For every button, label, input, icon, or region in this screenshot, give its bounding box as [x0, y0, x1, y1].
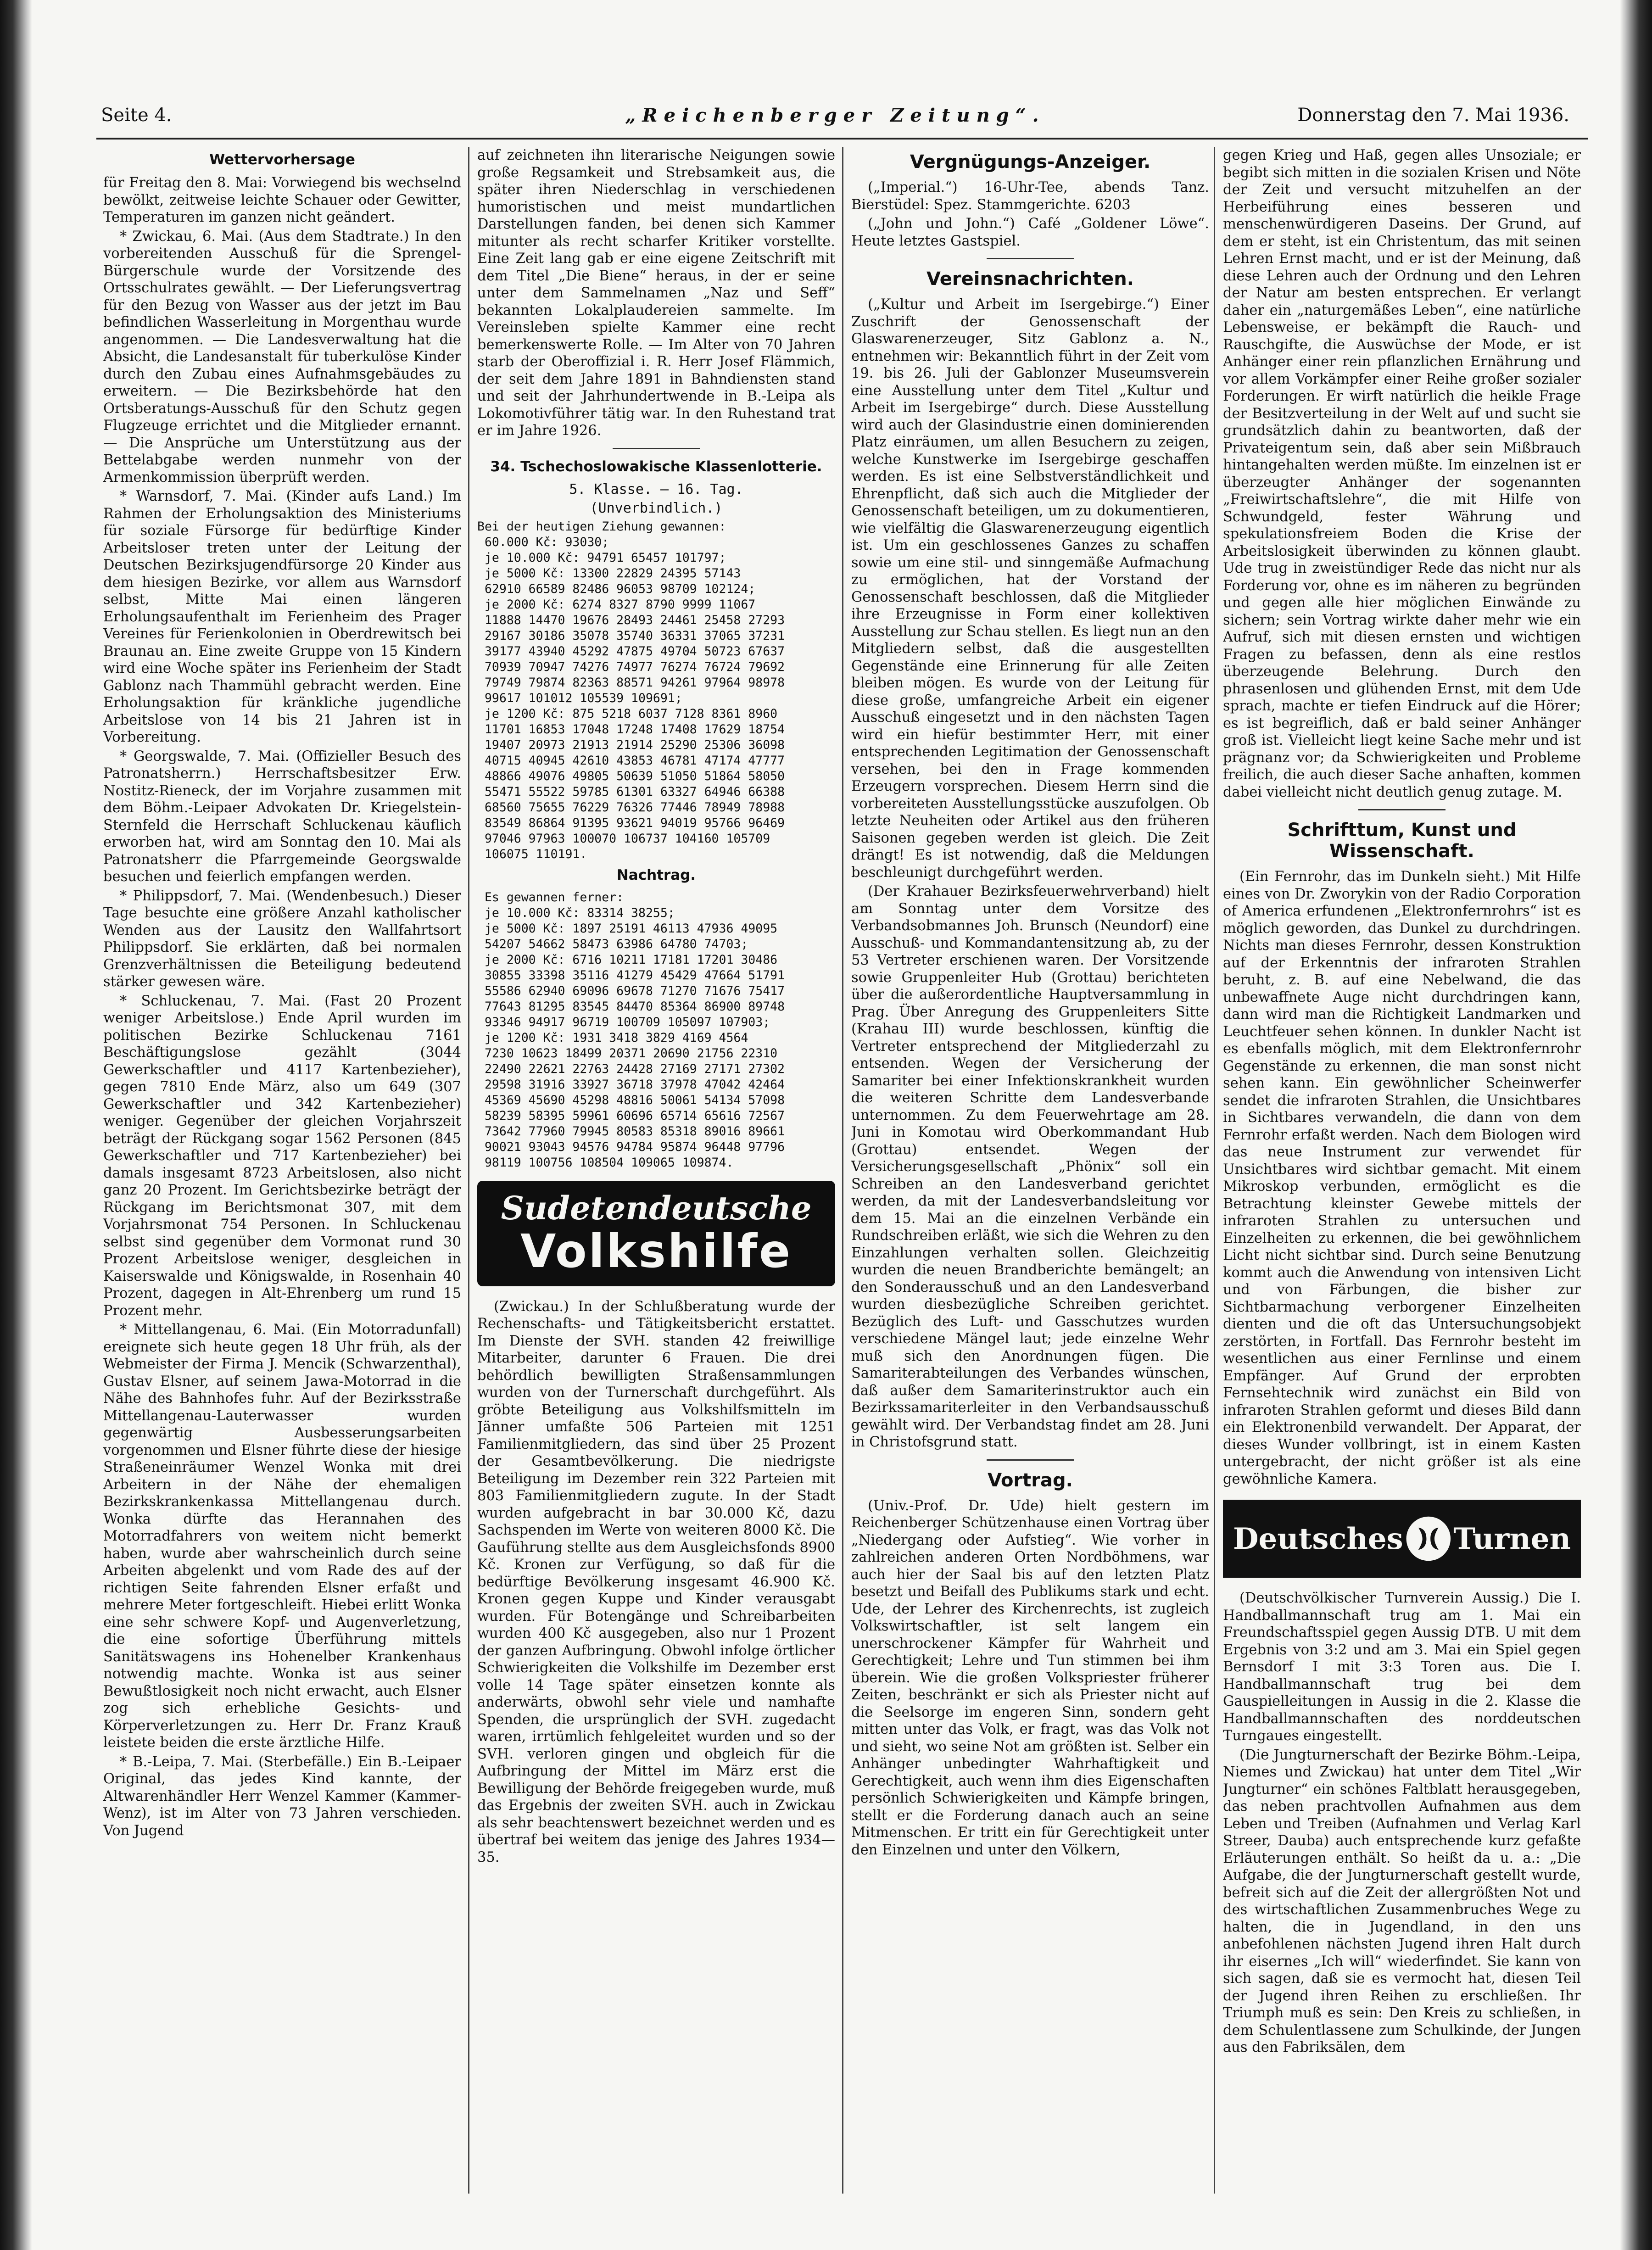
article-warnsdorf: * Warnsdorf, 7. Mai. (Kinder aufs Land.) Im Rahmen der Erholungsaktion des Ministeriums für soziale Fürsorge für bedürftige Kinder Arbeitsloser treten unter der Leitung der Deutschen Bezirksjugendfürsorge 20 Kinder aus dem hiesigen Bezirke, vor allem aus Warnsdorf selbst, Mitte Mai einen längeren Erholungsaufenthalt im Ferienheim des Prager Vereines für Ferienkolonien in Oberdrewitsch bei Braunau an. Eine zweite Gruppe von 15 Kindern wird eine Woche später ins Ferienheim der Stadt Gablonz nach Thammühl gebracht werden. Eine Erholungsaktion für kränkliche jugendliche Arbeitslose von 14 bis 21 Jahren ist in Vorbereitung.: [103, 488, 461, 745]
article-feuerwehrverband: (Der Krahauer Bezirksfeuerwehrverband) hielt am Sonntag unter dem Vorsitze des Verbandsobmannes Joh. Brunsch (Neundorf) eine Ausschuß- und Kommandantensitzung ab, zu der 53 Vertreter erschienen waren. Der Vorsitzende sowie Gruppenleiter Hub (Grottau) berichteten über die außerordentliche Hauptversammlung in Prag. Über Anregung des Gruppenleiters Sitte (Krahau III) wurde beschlossen, künftig die Vertreter entsprechend der Mitgliederzahl zu entsenden. Wegen der Versicherung der Samariter bei einer Infektionskrankheit wurden die weiteren Schritte dem Landesverbande unternommen. Zu dem Feuerwehrtage am 28. Juni in Komotau wird Oberkommandant Hub (Grottau) entsendet. Wegen der Versicherungsgesellschaft „Phönix“ soll ein Schreiben an den Landesverband gerichtet werden, da mit der Landesverbandsleitung vor dem 15. Mai an die einzelnen Verbände ein Rundschreiben erläßt, wie sich die Wehren zu den Einzahlungen verhalten sollen. Gleichzeitig wurden die neuen Brandberichte bemängelt; an den Sonderausschuß und an den Landesverband wurden diesbezügliche Schreiben gerichtet. Bezüglich des Luft- und Gasschutzes wurden verschiedene Mängel laut; jede einzelne Wehr muß sich den Anordnungen fügen. Die Samariterabteilungen des Verbandes wünschen, daß außer dem Samariterinstruktor auch ein Bezirkssamariterleiter in den Verbandsausschuß gewählt wird. Der Verbandstag findet am 28. Juni in Christofsgrund statt.: [851, 883, 1209, 1450]
lottery-note: (Unverbindlich.): [590, 500, 723, 516]
club-news-heading: Vereinsnachrichten.: [926, 268, 1134, 290]
column-3: [851, 147, 1209, 2194]
volkshilfe-banner-line1: Sudetendeutsche: [501, 1189, 812, 1227]
section-divider: [613, 448, 700, 449]
column-rule: [468, 147, 469, 2194]
scan-edge-left: [0, 0, 32, 2250]
article-turnverein-aussig: (Deutschvölkischer Turnverein Aussig.) Die I. Handballmannschaft trug am 1. Mai ein Freundschaftsspiel gegen Aussig DTB. U mit dem Ergebnis von 3:2 und am 3. Mai ein Spiel gegen Bernsdorf I mit 3:3 Toren aus. Die I. Handballmannschaft trug bei dem Gauspielleitungen in Aussig in die 2. Klasse die Handballmannschaften des norddeutschen Turngaues eingestellt.: [1223, 1590, 1581, 1744]
section-divider: [987, 258, 1074, 259]
article-volkshilfe-zwickau: (Zwickau.) In der Schlußberatung wurde der Rechenschafts- und Tätigkeitsbericht erstattet. Im Dienste der SVH. standen 42 freiwillige Mitarbeiter, darunter 6 Frauen. Die drei behördlich bewilligten Straßensammlungen wurden von der Turnerschaft durchgeführt. Als gröbte Beteiligung aus Volkshilfsmitteln im Jänner umfaßte 506 Parteien mit 1251 Familienmitgliedern, das sind über 25 Prozent der Gesamtbevölkerung. Die niedrigste Beteiligung im Dezember rein 322 Parteien mit 803 Familienmitgliedern zugute. In der Stadt wurden aufgebracht in bar 30.000 Kč, dazu Sachspenden im Werte von weiteren 8000 Kč. Die Gauführung stellte aus dem Ausgleichsfonds 8900 Kč. Kronen zur Verfügung, so daß für die bedürftige Bevölkerung insgesamt 46.900 Kč. Kronen gegen Kuppe und Kinder verausgabt wurden. Für Botengänge und Schreibarbeiten wurden 400 Kč ausgegeben, also nur 1 Prozent der ganzen Aufbringung. Obwohl infolge örtlicher Schwierigkeiten die Volkshilfe im Dezember erst volle 14 Tage später einsetzen konnte als anderwärts, obwohl sehr viele und namhafte Spenden, die ursprünglich der SVH. zugedacht waren, irrtümlich fehlgeleitet wurden und so der SVH. verloren gingen und obgleich für die Aufbringung der Mittel im März erst die Bewilligung der Behörde freigegeben wurde, muß das Ergebnis der zweiten SVH. auch in Zwickau als sehr beachtenswert bezeichnet werden und es übertraf bei weitem das jenige des Jahres 1934—35.: [477, 1298, 835, 1865]
section-divider: [987, 1459, 1074, 1461]
turner-cross-icon: [1403, 1513, 1454, 1564]
turnen-banner: [1223, 1500, 1581, 1578]
lecture-heading: Vortrag.: [988, 1469, 1073, 1491]
entertainment-heading: Vergnügungs-Anzeiger.: [910, 151, 1151, 173]
column-2: [477, 147, 835, 2194]
entertainment-john-und-john: („John und John.“) Café „Goldener Löwe“. Heute letztes Gastspiel.: [851, 216, 1209, 249]
column-rule: [842, 147, 843, 2194]
turnen-banner-left: Deutsches: [1233, 1521, 1403, 1556]
turnen-banner-right: Turnen: [1453, 1521, 1571, 1556]
weather-text: für Freitag den 8. Mai: Vorwiegend bis wechselnd bewölkt, zeitweise leichte Schauer oder Gewitter, Temperaturen im ganzen nicht geändert.: [103, 175, 461, 225]
nachtrag-results: Es gewannen ferner: je 10.000 Kč: 83314 38255; je 5000 Kč: 1897 25191 46113 47936 49095 54207 54662 58473 63986 64780 74703; je 2000 Kč: 6716 10211 17181 17201 30486 30855 33398 35116 41279 45429 47664 51791 55586 62940 69096 69678 71270 71676 75417 77643 81295 83545 84470 85364 86900 89748 93346 94917 96719 100709 105097 107903; je 1200 Kč: 1931 3418 3829 4169 4564 7230 10623 18499 20371 20690 21756 22310 22490 22621 22763 24428 27169 27171 27302 29598 31916 33927 36718 37978 47042 42464 45369 45690 45298 48816 50061 54134 57098 58239 58395 59961 60696 65714 65616 72567 73642 77960 79945 80583 85318 89016 89661 90021 93043 94576 94784 95874 96448 97796 98119 100756 108504 109065 109874.: [484, 890, 785, 1170]
article-mittellangenau: * Mittellangenau, 6. Mai. (Ein Motorradunfall) ereignete sich heute gegen 18 Uhr früh, als der Webmeister der Firma J. Mencik (Schwarzenthal), Gustav Elsner, auf seinem Jawa-Motorrad in die Nähe des Bahnhofes fuhr. Auf der Bezirksstraße Mittellangenau-Lauterwasser wurden gegenwärtig Ausbesserungsarbeiten vorgenommen und Elsner führte diese der hiesige Straßeneinräumer Wenzel Wonka mit drei Arbeitern in der Nähe der ehemaligen Bezirkskrankenkassa Mittellangenau durch. Wonka dürfte das Herannahen des Motorradfahrers von weitem nicht bemerkt haben, wurde aber wahrscheinlich durch seine Arbeiten abgelenkt und vom Rade des auf der richtigen Seite fahrenden Elsner erfaßt und mehrere Meter fortgeschleift. Hiebei erlitt Wonka eine sehr schwere Kopf- und Augenverletzung, die eine sofortige Überführung mittels Sanitätswagens ins Hohenelber Krankenhaus notwendig machte. Wonka ist aus seiner Bewußtlosigkeit noch nicht erwacht, auch Elsner zog sich erhebliche Gesichts- und Körperverletzungen zu. Herr Dr. Franz Krauß leistete beiden die erste ärztliche Hilfe.: [103, 1322, 461, 1751]
article-lecture-ude-continued: gegen Krieg und Haß, gegen alles Unsoziale; er begibt sich mitten in die sozialen Krisen und Nöte der Zeit und versucht mitzuhelfen an der Herbeiführung eines besseren und menschenwürdigeren Daseins. Der Grund, auf dem er steht, ist ein Christentum, das mit seinen Lehren Ernst macht, und er ist der Meinung, daß diese Lehren auch der Ordnung und den Lehren der Natur am besten entsprechen. Er verlangt daher ein „naturgemäßes Leben“, eine natürliche Lebensweise, er bekämpft die Rauch- und Rauschgifte, die Auswüchse der Mode, er ist Anhänger einer rein pflanzlichen Ernährung und vor allem Vorkämpfer einer Reihe großer sozialer Forderungen. Er wirft natürlich die heikle Frage der Besitzverteilung in der Welt auf und sucht sie grundsätzlich dahin zu beantworten, daß der Privateigentum sein, daß aber sein Mißbrauch hintangehalten werden müßte. Im einzelnen ist er überzeugter Anhänger der sogenannten „Freiwirtschaftslehre“, die mit Hilfe von Schwundgeld, fester Währung und spekulationsfreiem Boden die Krise der Arbeitslosigkeit überwinden zu können glaubt. Ude trug in zweistündiger Rede das nicht nur als Forderung vor, ohne es im näheren zu begründen und gegen alle hier möglichen Einwände zu sichern; sein Vortrag wirkte daher mehr wie ein Aufruf, sich mit diesen ernsten und wichtigen Fragen zu befassen, denn als eine restlos überzeugende Belehrung. Durch den phrasenlosen und glühenden Ernst, mit dem Ude sprach, machte er tiefen Eindruck auf die Hörer; es ist begreiflich, daß er bald seiner Anhänger groß ist. Vielleicht liegt keine Sache mehr und ist prägnanz vor; da Schwierigkeiten und Probleme freilich, die auch dieser Sache anhaften, kommen dabei vielleicht nicht deutlich genug zutage. M.: [1223, 147, 1581, 800]
column-rule: [1214, 147, 1215, 2194]
article-kultur-und-arbeit: („Kultur und Arbeit im Isergebirge.“) Einer Zuschrift der Genossenschaft der Glaswarenerzeuger, Sitz Gablonz a. N., entnehmen wir: Bekanntlich führt in der Zeit vom 19. bis 26. Juli der Gablonzer Museumsverein eine Ausstellung unter dem Titel „Kultur und Arbeit im Isergebirge“ durch. Diese Ausstellung wird auch der Glasindustrie einen dominierenden Platz einräumen, um allen Besuchern zu zeigen, welche Kunstwerke im Isergebirge geschaffen werden. Es ist eine Selbstverständlichkeit und Ehrenpflicht, daß sich auch die Mitglieder der Genossenschaft beteiligen, um zu dokumentieren, wie vielfältig die Glaswarenerzeugung eigentlich ist. Um ein geschlossenes Ganzes zu schaffen sowie um eine stil- und sinngemäße Aufmachung zu ermöglichen, hat der Vorstand der Genossenschaft beschlossen, daß die Mitglieder ihre Erzeugnisse in Form einer kollektiven Ausstellung zur Schau stellen. Es liegt nun an den Mitgliedern selbst, daß die ausgestellten Gegenstände eine Erinnerung für alle Zeiten bleiben mögen. Es wurde von der Leitung für diese große, umfangreiche Arbeit ein eigener Ausschuß eingesetzt und in den nächsten Tagen wird ein hiefür bestimmter Herr, mit einer entsprechenden Legitimation der Genossenschaft versehen, bei den in Frage kommenden Erzeugern vorsprechen. Diesem Herrn sind die vorbereiteten Ausstellungsstücke auszufolgen. Ob letzte Neuheiten oder Artikel aus den früheren Saisonen gegeben werden ist gleich. Die Zeit drängt! Es ist notwendig, daß die Meldungen beschleunigt durchgeführt werden.: [851, 296, 1209, 881]
article-b-leipa-continued: auf zeichneten ihn literarische Neigungen sowie große Regsamkeit und Strebsamkeit aus, die später ihren Niederschlag in verschiedenen humoristischen und meist mundartlichen Darstellungen fanden, bei denen sich Kammer mitunter als recht scharfer Kritiker vorstellte. Eine Zeit lang gab er eine eigene Zeitschrift mit dem Titel „Die Biene“ heraus, in der er seine unter dem Sammelnamen „Naz und Seff“ bekannten Lokalplaudereien sammelte. Im Vereinsleben spielte Kammer eine recht bemerkenswerte Rolle. — Im Alter von 70 Jahren starb der Oberoffizial i. R. Herr Josef Flämmich, der seit dem Jahre 1891 in Bahndiensten stand und seit der Jahrhundertwende in B.-Leipa als Lokomotivführer tätig war. In den Ruhestand trat er im Jahre 1926.: [477, 147, 835, 439]
newspaper-title: „Reichenberger Zeitung“.: [625, 105, 1045, 126]
lottery-class-day: 5. Klasse. — 16. Tag.: [569, 481, 743, 497]
page-number: Seite 4.: [101, 105, 172, 126]
volkshilfe-banner-line2: Volkshilfe: [520, 1224, 792, 1278]
article-b-leipa: * B.-Leipa, 7. Mai. (Sterbefälle.) Ein B.-Leipaer Original, das jedes Kind kannte, der Altwarenhändler Herr Wenzel Kammer (Kammer-Wenz), ist im Alter von 73 Jahren verschieden. Von Jugend: [103, 1753, 461, 1839]
article-jungturnerschaft: (Die Jungturnerschaft der Bezirke Böhm.-Leipa, Niemes und Zwickau) hat unter dem Titel „Wir Jungturner“ ein schönes Faltblatt herausgegeben, das neben prachtvollen Aufnahmen aus dem Leben und Treiben (Aufnahmen und Verlag Karl Streer, Dauba) auch entsprechende kurz gefaßte Erläuterungen enthält. So heißt da u. a.: „Die Aufgabe, die der Jungturnerschaft gestellt wurde, befreit sich auf die Zeit der allergrößten Not und des wirtschaftlichen Zusammenbruches Wege zu halten, die in Jugendland, in den uns anbefohlenen nächsten Jugend ihren Halt durch ihr eisernes „Ich will“ wiederfindet. Sie kann von sich sagen, daß sie es vermocht hat, diesen Teil der Jugend ihren Reihen zu erschließen. Ihr Triumph muß es sein: Den Kreis zu schließen, in dem Schulentlassene zum Schulkinde, der Jungen aus den Fabriksälen, dem: [1223, 1747, 1581, 2055]
article-zwickau: * Zwickau, 6. Mai. (Aus dem Stadtrate.) In den vorbereitenden Ausschuß für die Sprengel-Bürgerschule wurde der Vorsitzende des Ortsschulrates gewählt. — Der Lieferungsvertrag für den Bezug von Wasser aus der jetzt im Bau befindlichen Wasserleitung in Morgenthau wurde angenommen. — Die Landesverwaltung hat die Absicht, die Landesanstalt für tuberkulöse Kinder durch den Zubau eines Aufnahmsgebäudes zu erweitern. — Die Bezirksbehörde hat den Ortsberatungs-Ausschuß für den Schutz gegen Flugzeuge errichtet und die Mitglieder ernannt. — Die Ansprüche um Unterstützung aus der Bettelabgabe werden nunmehr von der Armenkommission überprüft werden.: [103, 228, 461, 486]
article-telescope: (Ein Fernrohr, das im Dunkeln sieht.) Mit Hilfe eines von Dr. Zworykin von der Radio Corporation of America erfundenen „Elektronfernrohrs“ ist es möglich geworden, das Dunkel zu durchdringen. Nichts man dieses Fernrohr, dessen Konstruktion auf der Erkenntnis der infraroten Strahlen beruht, z. B. auf eine Nebelwand, die das unbewaffnete Auge nicht durchdringen kann, dann wird man die Richtigkeit Landmarken und Leuchtfeuer sehen können. In dunkler Nacht ist es ebenfalls möglich, mit dem Elektronfernrohr Gegenstände zu erkennen, die man sonst nicht sehen kann. Ein gewöhnlicher Scheinwerfer sendet die infraroten Strahlen, die Unsichtbares in Sichtbares verwandeln, die dann von dem Fernrohr erfaßt werden. Nach dem Biologen wird das neue Instrument zur verwendet für Unsichtbares wird sichtbar gemacht. Mit einem Mikroskop verbunden, ermöglicht es die Betrachtung kleinster Gewebe mittels der infraroten Strahlen zu untersuchen und Einzelheiten zu erkennen, die bei gewöhnlichem Licht nicht sichtbar sind. Durch seine Benutzung kommt auch die Anwendung von intensiven Licht und von Färbungen, die bisher zur Sichtbarmachung verborgener Einzelheiten dienten und die oft das Untersuchungsobjekt zerstörten, in Fortfall. Das Fernrohr besteht im wesentlichen aus einer Fernlinse und einem Empfänger. Auf Grund der erprobten Fernsehtechnik wird zunächst ein Bild von infraroten Strahlen geformt und dieses Bild dann ein Elektronenbild verwandelt. Der Apparat, der dieses Wunder vollbringt, ist in einem Kasten untergebracht, der nicht größer ist als eine gewöhnliche Kamera.: [1223, 869, 1581, 1487]
weather-heading: Wettervorhersage: [209, 151, 355, 168]
column-4: [1223, 147, 1581, 2194]
page-header: [101, 105, 1569, 132]
issue-date: Donnerstag den 7. Mai 1936.: [1297, 105, 1569, 126]
nachtrag-heading: Nachtrag.: [616, 866, 696, 883]
article-schluckenau: * Schluckenau, 7. Mai. (Fast 20 Prozent weniger Arbeitslose.) Ende April wurden im politischen Bezirke Schluckenau 7161 Beschäftigungslose gezählt (3044 Gewerkschaftler und 4117 Kartenbezieher), gegen 7810 Ende März, also um 649 (307 Gewerkschaftler und 342 Kartenbezieher) weniger. Gegenüber der gleichen Vorjahrszeit beträgt der Rückgang sogar 1562 Personen (845 Gewerkschaftler und 717 Kartenbezieher) bei damals insgesamt 8723 Arbeitslosen, also nicht ganz 20 Prozent. Im Gerichtsbezirke beträgt der Rückgang im Berichtsmonat 307, mit dem Vorjahrsmonat 754 Personen. In Schluckenau selbst sind gegenüber dem Vormonat rund 30 Prozent Arbeitslose weniger, desgleichen in Kaiserswalde und Königswalde, in Rosenhain 40 Prozent, dagegen in Alt-Ehrenberg um rund 15 Prozent mehr.: [103, 993, 461, 1319]
article-lecture-ude: (Univ.-Prof. Dr. Ude) hielt gestern im Reichenberger Schützenhause einen Vortrag über „Niedergang oder Aufstieg“. Wie vorher in zahlreichen anderen Orten Nordböhmens, war auch hier der Saal bis auf den letzten Platz besetzt und Beifall des Publikums stark und echt. Ude, der Lehrer des Kirchenrechts, ist zugleich Volkswirtschaftler, ist selt langem ein unerschrockener Kämpfer für Wahrheit und Gerechtigkeit; Lehre und Tun stimmen bei ihm überein. Wie die großen Volkspriester früherer Zeiten, beschränkt er sich als Priester nicht auf die Seelsorge im engeren Sinn, sondern geht mitten unter das Volk, er fragt, was das Volk not und sieht, wo seine Not am größten ist. Selber ein Anhänger unbedingter Wahrhaftigkeit und Gerechtigkeit, auch wenn ihm dies Eigenschaften persönlich Schwierigkeiten und Kämpfe bringen, stellt er die Forderung danach auch an seine Mitmenschen. Er tritt ein für Gerechtigkeit unter den Einzelnen und unter den Völkern,: [851, 1497, 1209, 1858]
volkshilfe-banner: [477, 1181, 835, 1286]
column-1: [103, 147, 461, 2194]
lottery-heading: 34. Tschechoslowakische Klassenlotterie.: [490, 458, 822, 475]
article-philippsdorf: * Philippsdorf, 7. Mai. (Wendenbesuch.) Dieser Tage besuchte eine größere Anzahl katholischer Wenden aus der Lausitz den Wallfahrtsort Philippsdorf. Sie erklärten, daß bei normalen Grenzverhältnissen die Beteiligung bedeutend stärker gewesen wäre.: [103, 888, 461, 990]
scan-edge-right: [1620, 0, 1652, 2250]
entertainment-imperial: („Imperial.“) 16-Uhr-Tee, abends Tanz. Bierstüdel: Spez. Stammgerichte. 6203: [851, 179, 1209, 213]
section-divider: [1358, 809, 1446, 810]
science-heading: Schrifttum, Kunst und Wissenschaft.: [1287, 820, 1517, 862]
lottery-results: Bei der heutigen Ziehung gewannen: 60.000 Kč: 93030; je 10.000 Kč: 94791 65457 101797; je 5000 Kč: 13300 22829 24395 57143 62910 66589 82486 96053 98709 102124; je 2000 Kč: 6274 8327 8790 9999 11067 11888 14470 19676 28493 24461 25458 27293 29167 30186 35078 35740 36331 37065 37231 39177 43940 45292 47875 49704 50723 67637 70939 70947 74276 74977 76274 76724 79692 79749 79874 82363 88571 94261 97964 98978 99617 101012 105539 109691; je 1200 Kč: 875 5218 6037 7128 8361 8960 11701 16853 17048 17248 17408 17629 18754 19407 20973 21913 21914 25290 25306 36098 40715 40945 42610 43853 46781 47174 47777 48866 49076 49805 50639 51050 51864 58050 55471 55522 59785 61301 63327 64946 66388 68560 75655 76229 76326 77446 78949 78988 83549 86864 91395 93621 94019 95766 96469 97046 97963 100070 106737 104160 105709 106075 110191.: [477, 519, 785, 861]
header-rule: [96, 138, 1588, 140]
article-georgswalde: * Georgswalde, 7. Mai. (Offizieller Besuch des Patronatsherrn.) Herrschaftsbesitzer Erw. Nostitz-Rieneck, der im Vorjahre zusammen mit dem Böhm.-Leipaer Advokaten Dr. Kriegelstein-Sternfeld die Herrschaft Schluckenau käuflich erworben hat, wird am Sonntag den 10. Mai als Patronatsherr die Pfarrgemeinde Georgswalde besuchen und feierlich empfangen werden.: [103, 748, 461, 885]
